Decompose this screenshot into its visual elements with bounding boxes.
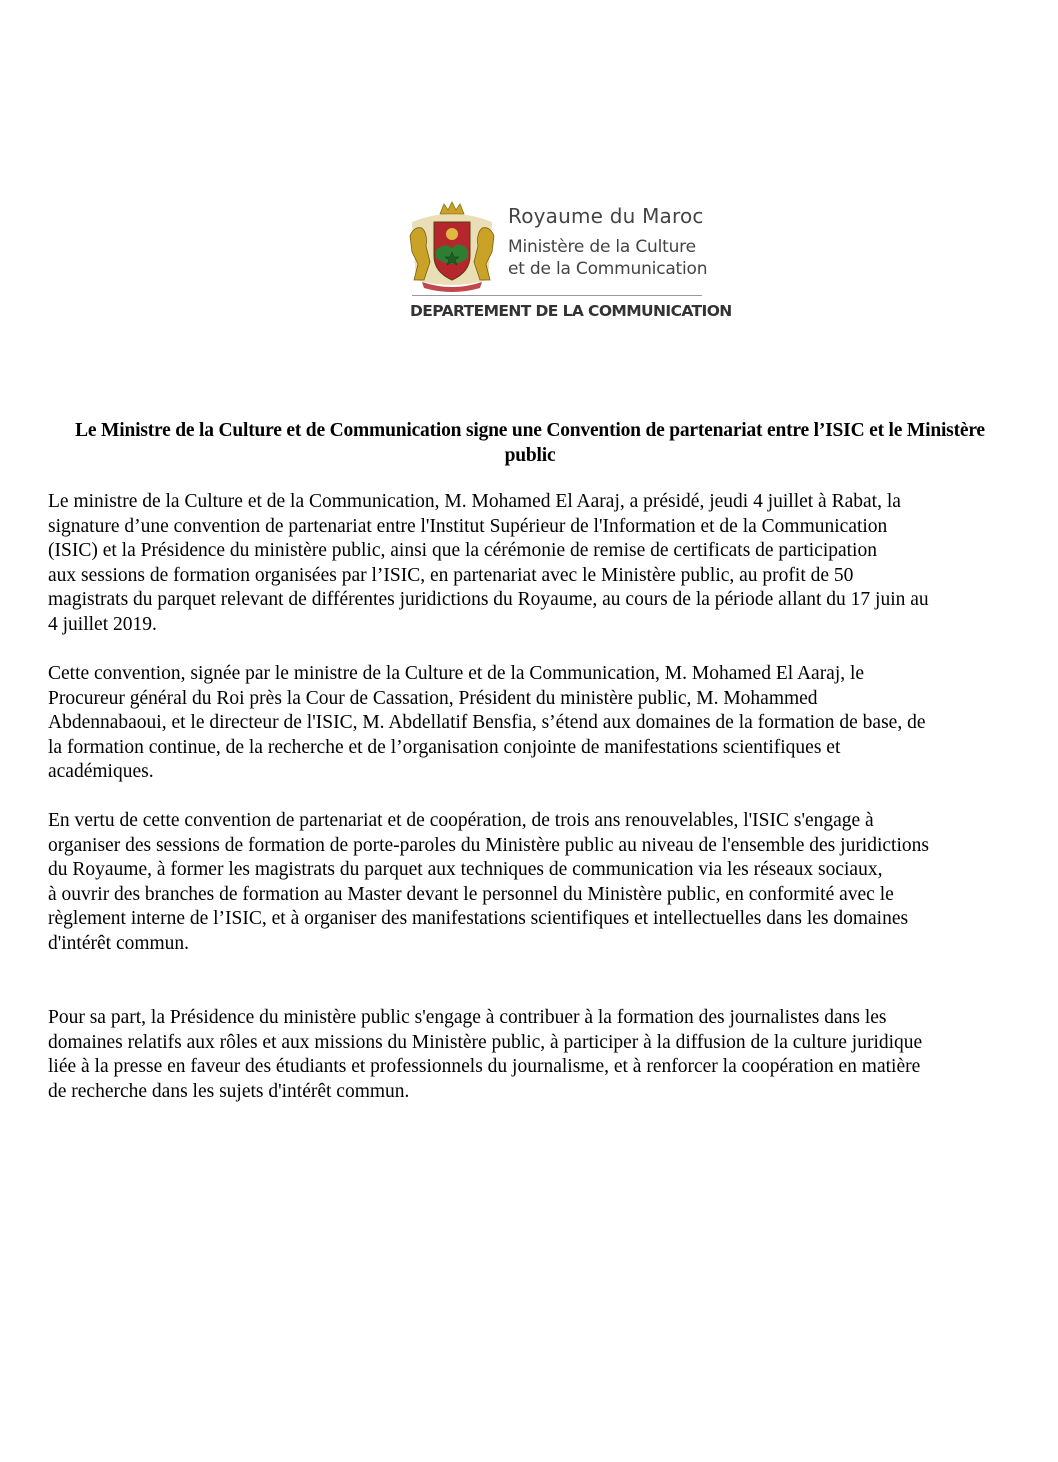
paragraph-3: En vertu de cette convention de partenariat et de coopération, de trois ans renouvelables, l'ISIC s'engage à organiser des sessions de formation de porte-paroles du Ministère public au niveau de l'ensemble des juridictions du Royaume, à former les magistrats du parquet aux techniques de communication via les réseaux sociaux, à ouvrir des branches de formation au Master devant le personnel du Ministère public, en conformité avec le règlement interne de l’ISIC, et à organiser des manifestations scientifiques et intellectuelles dans les domaines d'intérêt commun. — [48, 810, 929, 954]
paragraph-2: Cette convention, signée par le ministre de la Culture et de la Communication, M. Mohamed El Aaraj, le Procureur général du Roi près la Cour de Cassation, Président du ministère public, M. Mohammed Abdennabaoui, et le directeur de l'ISIC, M. Abdellatif Bensfia, s’étend aux domaines de la formation de base, de la formation continue, de la recherche et de l’organisation conjointe de manifestations scientifiques et académiques. — [48, 663, 926, 783]
letterhead-department: DEPARTEMENT DE LA COMMUNICATION — [410, 302, 732, 320]
letterhead-divider — [412, 295, 702, 296]
letterhead-ministry-line1: Ministère de la Culture — [508, 237, 696, 257]
letterhead-ministry-line2: et de la Communication — [508, 259, 708, 279]
paragraph-4: Pour sa part, la Présidence du ministère public s'engage à contribuer à la formation des journalistes dans les domaines relatifs aux rôles et aux missions du Ministère public, à participer à la diffusion de la culture juridique liée à la presse en faveur des étudiants et professionnels du journalisme, et à renforcer la coopération en matière de recherche dans les sujets d'intérêt commun. — [48, 1007, 923, 1102]
document-title: Le Ministre de la Culture et de Communication signe une Convention de partenariat entre l’ISIC et le Ministère public — [75, 420, 985, 466]
paragraph-1: Le ministre de la Culture et de la Communication, M. Mohamed El Aaraj, a présidé, jeudi 4 juillet à Rabat, la signature d’une convention de partenariat entre l'Institut Supérieur de l'Information et de la Communication (ISIC) et la Présidence du ministère public, ainsi que la cérémonie de remise de certificats de participation aux sessions de formation organisées par l’ISIC, en partenariat avec le Ministère public, au profit de 50 magistrats du parquet relevant de différentes juridictions du Royaume, au cours de la période allant du 17 juin au 4 juillet 2019. — [48, 491, 929, 635]
letterhead — [404, 200, 732, 330]
royal-coat-of-arms-icon — [404, 200, 500, 292]
letterhead-country: Royaume du Maroc — [508, 204, 704, 228]
